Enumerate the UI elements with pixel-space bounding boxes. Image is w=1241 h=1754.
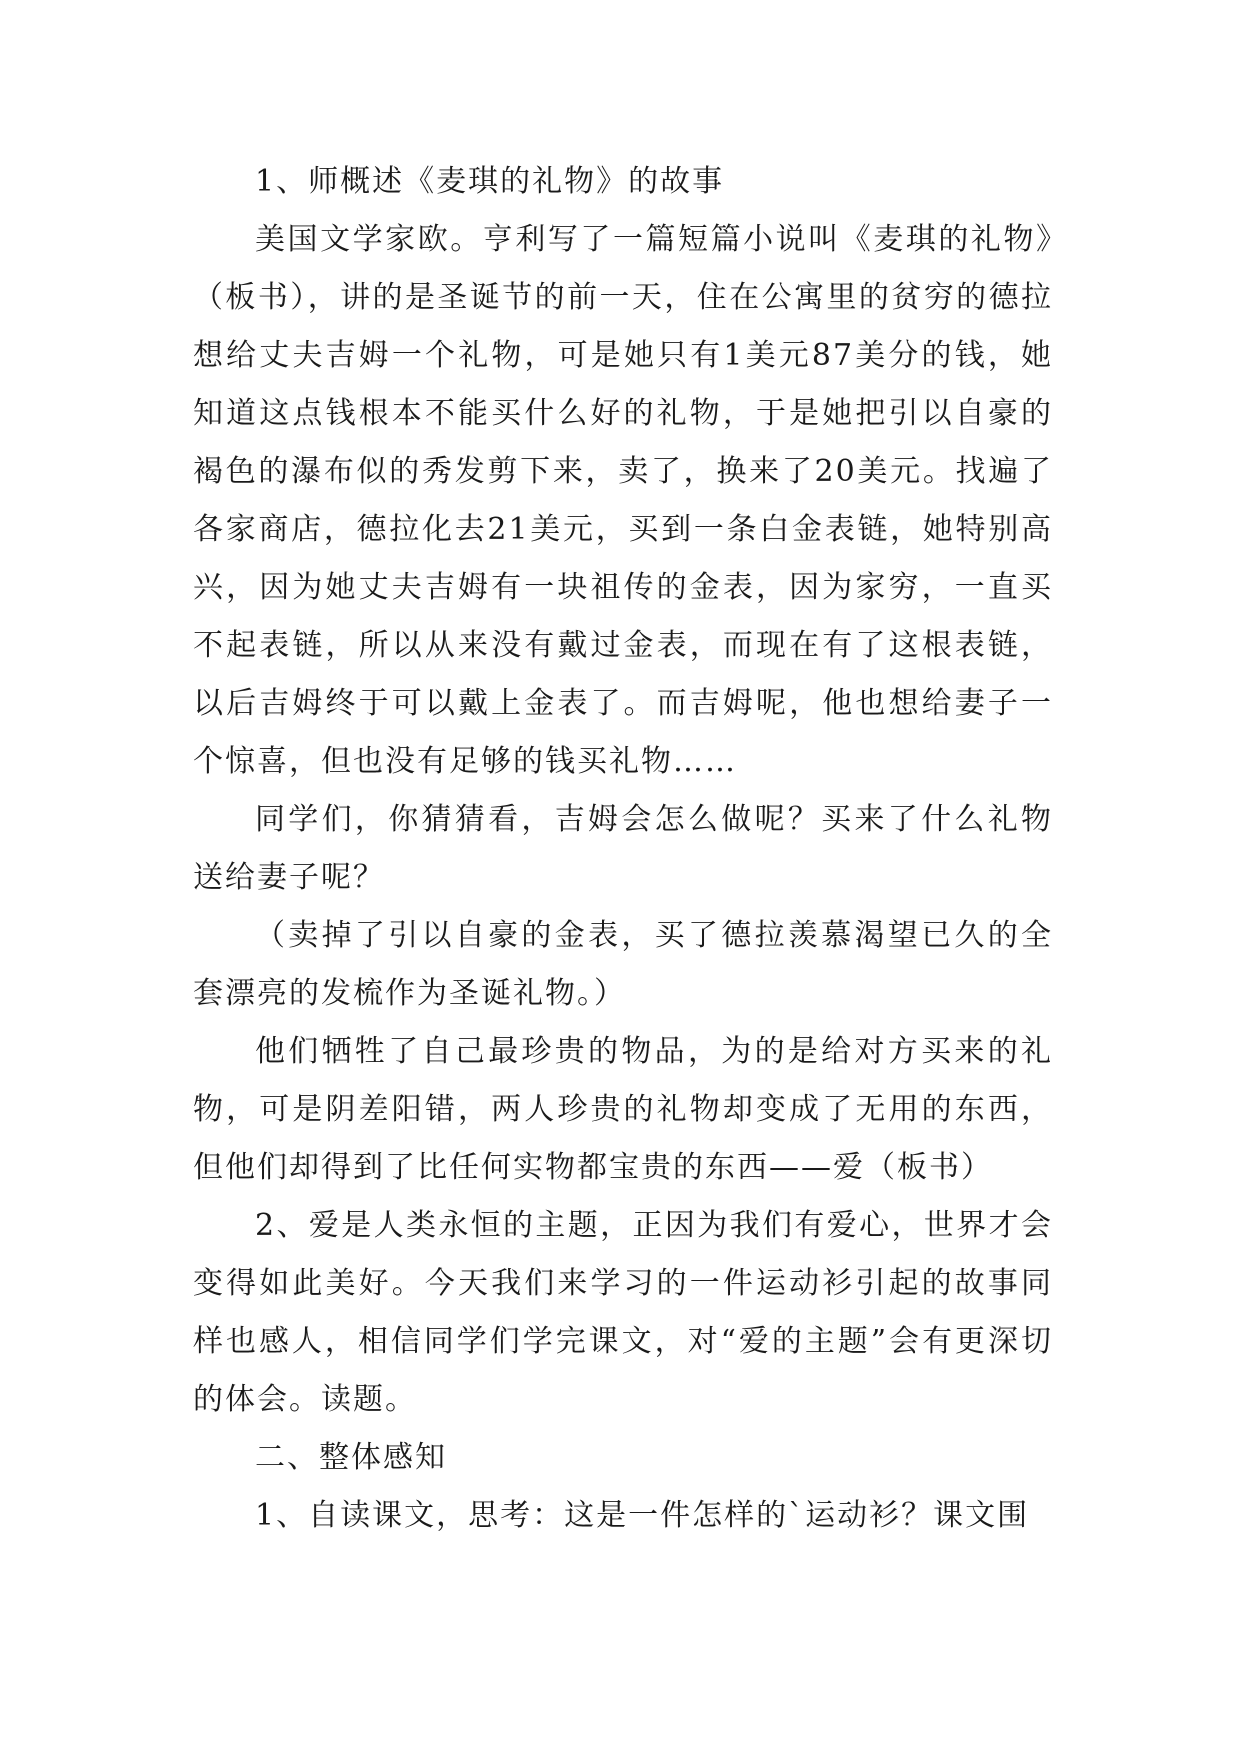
paragraph-story-heading: 1、师概述《麦琪的礼物》的故事 [255, 164, 725, 199]
document-body [193, 153, 1053, 1545]
paragraph-story-summary: 美国文学家欧。亨利写了一篇短篇小说叫《麦琪的礼物》（板书），讲的是圣诞节的前一天，住在公寓里的贫穷的德拉想给丈夫吉姆一个礼物，可是她只有1美元87美分的钱，她知道这点钱根本不能买什么好的礼物，于是她把引以自豪的褐色的瀑布似的秀发剪下来，卖了，换来了20美元。找遍了各家商店，德拉化去21美元，买到一条白金表链，她特别高兴，因为她丈夫吉姆有一块祖传的金表，因为家穷，一直买不起表链，所以从来没有戴过金表，而现在有了这根表链，以后吉姆终于可以戴上金表了。而吉姆呢，他也想给妻子一个惊喜，但也没有足够的钱买礼物…… [193, 222, 1053, 779]
section-heading-overall: 二、整体感知 [255, 1440, 447, 1475]
paragraph-self-reading: 1、自读课文，思考：这是一件怎样的`运动衫？课文围 [255, 1498, 1030, 1533]
paragraph-question: 同学们，你猜猜看，吉姆会怎么做呢？买来了什么礼物送给妻子呢？ [193, 802, 1053, 895]
paragraph-sacrifice: 他们牺牲了自己最珍贵的物品，为的是给对方买来的礼物，可是阴差阳错，两人珍贵的礼物却变成了无用的东西，但他们却得到了比任何实物都宝贵的东西——爱（板书） [193, 1034, 1053, 1185]
paragraph-answer: （卖掉了引以自豪的金表，买了德拉羡慕渴望已久的全套漂亮的发梳作为圣诞礼物。） [193, 918, 1053, 1011]
paragraph-love-theme: 2、爱是人类永恒的主题，正因为我们有爱心，世界才会变得如此美好。今天我们来学习的一件运动衫引起的故事同样也感人，相信同学们学完课文，对“爱的主题”会有更深切的体会。读题。 [193, 1208, 1053, 1417]
